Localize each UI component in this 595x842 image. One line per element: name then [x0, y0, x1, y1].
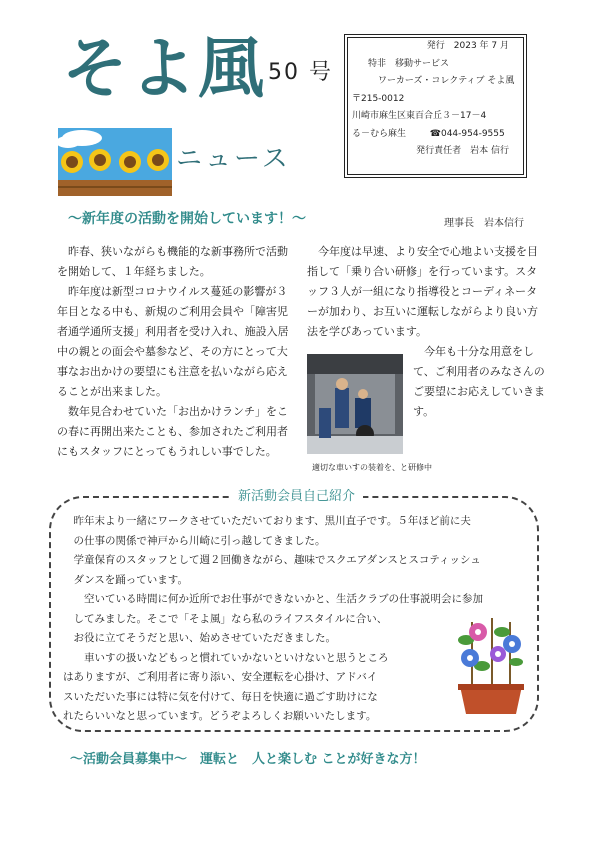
article-paragraph: 数年見合わせていた「お出かけランチ」をこの春に再開出来たことも、参加されたご利用者にもスタッフにとってもうれしい事でした。	[57, 405, 288, 458]
member-intro-title: 新活動会員自己紹介	[230, 485, 363, 504]
morning-glory-illustration	[452, 612, 530, 716]
issue-date: 発行 2023 年 7 月	[426, 41, 509, 51]
sunflower	[89, 149, 111, 171]
training-photo	[307, 354, 403, 454]
intro-line: 学童保育のスタッフとして週２回働きながら、趣味でスクエアダンスとスコティッシュ	[63, 554, 481, 566]
article-paragraph: 今年も十分な用意をして、ご利用者のみなさんのご要望にお応えしていきます。	[413, 345, 545, 418]
article-right-column	[307, 242, 545, 342]
intro-line: してみました。そこで「そよ風」なら私のライフスタイルに合い、	[63, 612, 388, 625]
photo-caption: 適切な車いすの装着を、と研修中	[312, 463, 432, 472]
intro-line: の仕事の関係で神戸から川崎に引っ越してきました。	[63, 534, 326, 547]
issue-number: 50 号	[268, 60, 333, 85]
publisher-box	[347, 37, 524, 175]
responsible-person: 発行責任者 岩本 信行	[416, 146, 509, 156]
article-paragraph: 昨春、狭いながらも機能的な新事務所で活動を開始して、１年経ちました。	[57, 245, 288, 278]
newsletter-title: そよ風	[62, 30, 266, 107]
org-name-line2: ワーカーズ・コレクティブ そよ風	[378, 76, 515, 86]
sunflower	[61, 151, 83, 173]
sunflower-illustration	[58, 128, 172, 196]
article-byline: 理事長 岩本信行	[444, 218, 524, 229]
article-left-column	[57, 242, 295, 462]
intro-line: はありますが、ご利用者に寄り添い、安全運転を心掛け、アドバイ	[63, 671, 378, 683]
article-right-column-bottom	[413, 342, 545, 422]
intro-line: スいただいた事には特に気を付けて、毎日を快適に過ごす助けにな	[63, 690, 378, 703]
article-headline: ～新年度の活動を開始しています！～	[68, 211, 306, 227]
postal-code: 〒215-0012	[352, 93, 405, 104]
phone-number: ☎044-954-9555	[429, 128, 505, 139]
intro-line: れたらいいなと思っています。どうぞよろしくお願いいたします。	[63, 710, 377, 722]
flower-pot	[460, 686, 522, 714]
office-name: る－むら麻生	[352, 128, 407, 139]
intro-line: 車いすの扱いなどもっと慣れていかないといけないと思うところ	[63, 651, 389, 664]
news-subtitle: ニュース	[176, 144, 291, 174]
sunflower	[147, 149, 169, 171]
article-paragraph: 今年度は早速、より安全で心地よい支援を目指して「乗り合い研修」を行っています。スタッフ３人が一組になり指導役とコーディネーターが加わり、お互いに運転しながらより良い方法を学びあっています。	[307, 245, 538, 338]
intro-line: ダンスを踊っています。	[63, 573, 188, 586]
sunflower	[119, 151, 141, 173]
intro-line: お役に立てそうだと思い、始めさせていただきました。	[63, 632, 336, 644]
office-line	[352, 126, 523, 144]
org-name-line1: 特非 移動サービス	[368, 58, 450, 69]
address: 川崎市麻生区東百合丘３－17－4	[352, 111, 487, 121]
intro-line: 昨年末より一緒にワークさせていただいております、黒川直子です。５年ほど前に夫	[63, 515, 471, 527]
recruitment-footer: ～活動会員募集中～ 運転と 人と楽しむ ことが好きな方！	[70, 752, 426, 767]
intro-line: 空いている時間に何か近所でお仕事ができないかと、生活クラブの仕事説明会に参加	[63, 593, 483, 605]
article-paragraph: 昨年度は新型コロナウイルス蔓延の影響が３年目となる中も、新規のご利用会員や「障害児者通学通所支援」利用者を受け入れ、施設入居中の親との面会や墓参など、その方にとって大事なお出かけの要望にも注意を払いながら応えることが出来ました。	[57, 285, 289, 398]
